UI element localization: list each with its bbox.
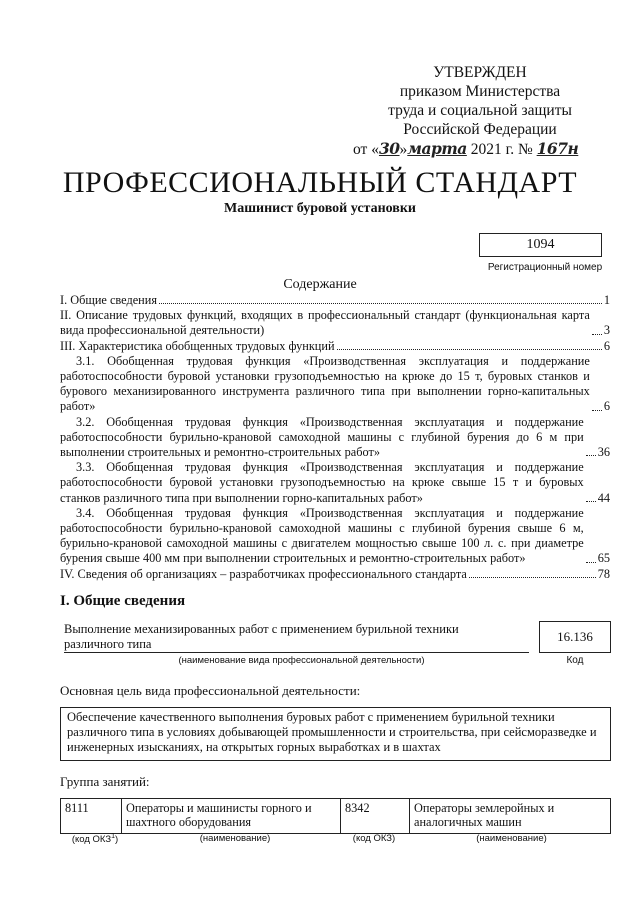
- activity-kind-text: Выполнение механизированных работ с применением бурильной техники различного типа: [64, 622, 459, 651]
- toc-item-2[interactable]: [60, 308, 610, 338]
- document-title: ПРОФЕССИОНАЛЬНЫЙ СТАНДАРТ: [62, 166, 578, 199]
- occupation-group-table: [60, 798, 611, 834]
- table-row: [61, 799, 611, 834]
- okz-code-caption-text: (код ОКЗ: [71, 834, 112, 846]
- occupation-code-cell: 8342: [341, 799, 410, 834]
- toc-leader-dots: [337, 349, 602, 350]
- toc-item-1-text: I. Общие сведения: [60, 293, 157, 307]
- toc-item-3-1-page: 6: [603, 399, 610, 414]
- order-number-handwritten: 167н: [536, 139, 579, 158]
- date-quote: »: [399, 141, 408, 158]
- okz-code-caption-2: (код ОКЗ): [352, 833, 396, 844]
- approval-date-line: [353, 139, 605, 159]
- date-day-handwritten: 30: [378, 139, 400, 158]
- toc-item-3-2-text: 3.2. Обобщенная трудовая функция «Производственная эксплуатация и поддержание работоспособности бурильно-крановой самоходной машины с глубиной бурения до 6 м при выполнении строительных и ремонтно-строительных работ»: [60, 414, 584, 460]
- registration-number-box: 1094: [479, 233, 602, 257]
- toc-leader-dots: [586, 562, 596, 563]
- occupation-name-caption-2: (наименование): [476, 833, 547, 844]
- approval-line-country: Российской Федерации: [403, 121, 557, 138]
- toc-item-3-4[interactable]: [60, 506, 610, 567]
- approval-title: УТВЕРЖДЕН: [433, 64, 527, 81]
- toc-leader-dots: [586, 501, 596, 502]
- date-middle: 2021 г. №: [470, 141, 533, 158]
- toc-item-1-page: 1: [603, 293, 610, 307]
- toc-item-3-4-page: 65: [597, 551, 610, 566]
- okz-code-caption-end: ): [114, 834, 119, 846]
- toc-item-3-1-text: 3.1. Обобщенная трудовая функция «Производственная эксплуатация и поддержание работоспособности буровой установки грузоподъемностью на крюке до 15 т, буровых станков и бурового механизированного инструмента различного типа при выполнении горно-капитальных работ»: [60, 353, 590, 414]
- occupation-name-cell: Операторы землеройных и аналогичных машин: [410, 799, 611, 834]
- activity-code-caption: Код: [566, 655, 584, 666]
- approval-block: [355, 63, 605, 159]
- date-month-handwritten: марта: [407, 139, 467, 158]
- toc-item-2-text: II. Описание трудовых функций, входящих в профессиональный стандарт (функциональная карта вида профессиональной деятельности): [60, 308, 590, 338]
- date-prefix: от «: [353, 141, 379, 158]
- toc-leader-dots: [159, 303, 602, 304]
- toc-leader-dots: [469, 577, 596, 578]
- toc-leader-dots: [586, 455, 596, 456]
- registration-number-label: Регистрационный номер: [487, 262, 603, 273]
- occupation-code-cell: 8111: [61, 799, 122, 834]
- toc-item-3-1[interactable]: [60, 354, 610, 415]
- section-1-heading: I. Общие сведения: [60, 593, 186, 609]
- toc-item-4-page: 78: [597, 566, 610, 581]
- toc-item-3-page: 6: [603, 338, 610, 353]
- toc-item-3[interactable]: [60, 339, 610, 354]
- toc-item-3-2-page: 36: [597, 445, 610, 460]
- footnote-marker: 1: [111, 833, 115, 840]
- toc-leader-dots: [592, 410, 602, 411]
- toc-item-3-2[interactable]: [60, 415, 610, 461]
- toc-leader-dots: [592, 334, 602, 335]
- activity-kind-underline: [64, 652, 529, 653]
- toc-item-3-3[interactable]: [60, 460, 610, 506]
- toc-item-4[interactable]: [60, 567, 610, 582]
- occupation-group-heading: Группа занятий:: [60, 774, 150, 789]
- okz-code-caption: [60, 833, 130, 845]
- table-of-contents: [60, 293, 610, 582]
- activity-kind-caption: (наименование вида профессиональной деятельности): [178, 655, 425, 666]
- toc-item-4-text: IV. Сведения об организациях – разработчиках профессионального стандарта: [60, 566, 467, 581]
- toc-item-1[interactable]: [60, 293, 610, 308]
- toc-item-3-3-text: 3.3. Обобщенная трудовая функция «Производственная эксплуатация и поддержание работоспособности буровой установки грузоподъемностью на крюке свыше 15 т и буровых станков различного типа при выполнении горно-капитальных работ»: [60, 460, 584, 505]
- approval-line-order: приказом Министерства: [399, 83, 561, 100]
- approval-line-ministry: труда и социальной защиты: [388, 102, 572, 119]
- toc-item-2-page: 3: [603, 323, 610, 338]
- toc-item-3-4-text: 3.4. Обобщенная трудовая функция «Производственная эксплуатация и поддержание работоспособности бурильно-крановой самоходной машины с глубиной бурения свыше 6 м, бурильно-крановой самоходной машины с двигателем мощностью свыше 100 л. с. при диаметре бурения свыше 400 мм при выполнении строительных и ремонтно-строительных работ»: [60, 505, 584, 566]
- goal-text-box: Обеспечение качественного выполнения буровых работ с применением бурильной техники различного типа в условиях добывающей промышленности и строительства, при сейсморазведке и инженерных изысканиях, на открытых горных выработках и в шахтах: [60, 707, 611, 761]
- activity-code-box: 16.136: [539, 621, 611, 653]
- toc-item-3-3-page: 44: [597, 490, 610, 505]
- occupation-name-cell: Операторы и машинисты горного и шахтного оборудования: [122, 799, 341, 834]
- goal-heading: Основная цель вида профессиональной деятельности:: [60, 683, 361, 698]
- toc-heading: Содержание: [283, 277, 357, 292]
- toc-item-3-text: III. Характеристика обобщенных трудовых функций: [60, 338, 335, 353]
- occupation-name-caption: (наименование): [199, 833, 271, 844]
- document-subtitle: Машинист буровой установки: [223, 201, 416, 216]
